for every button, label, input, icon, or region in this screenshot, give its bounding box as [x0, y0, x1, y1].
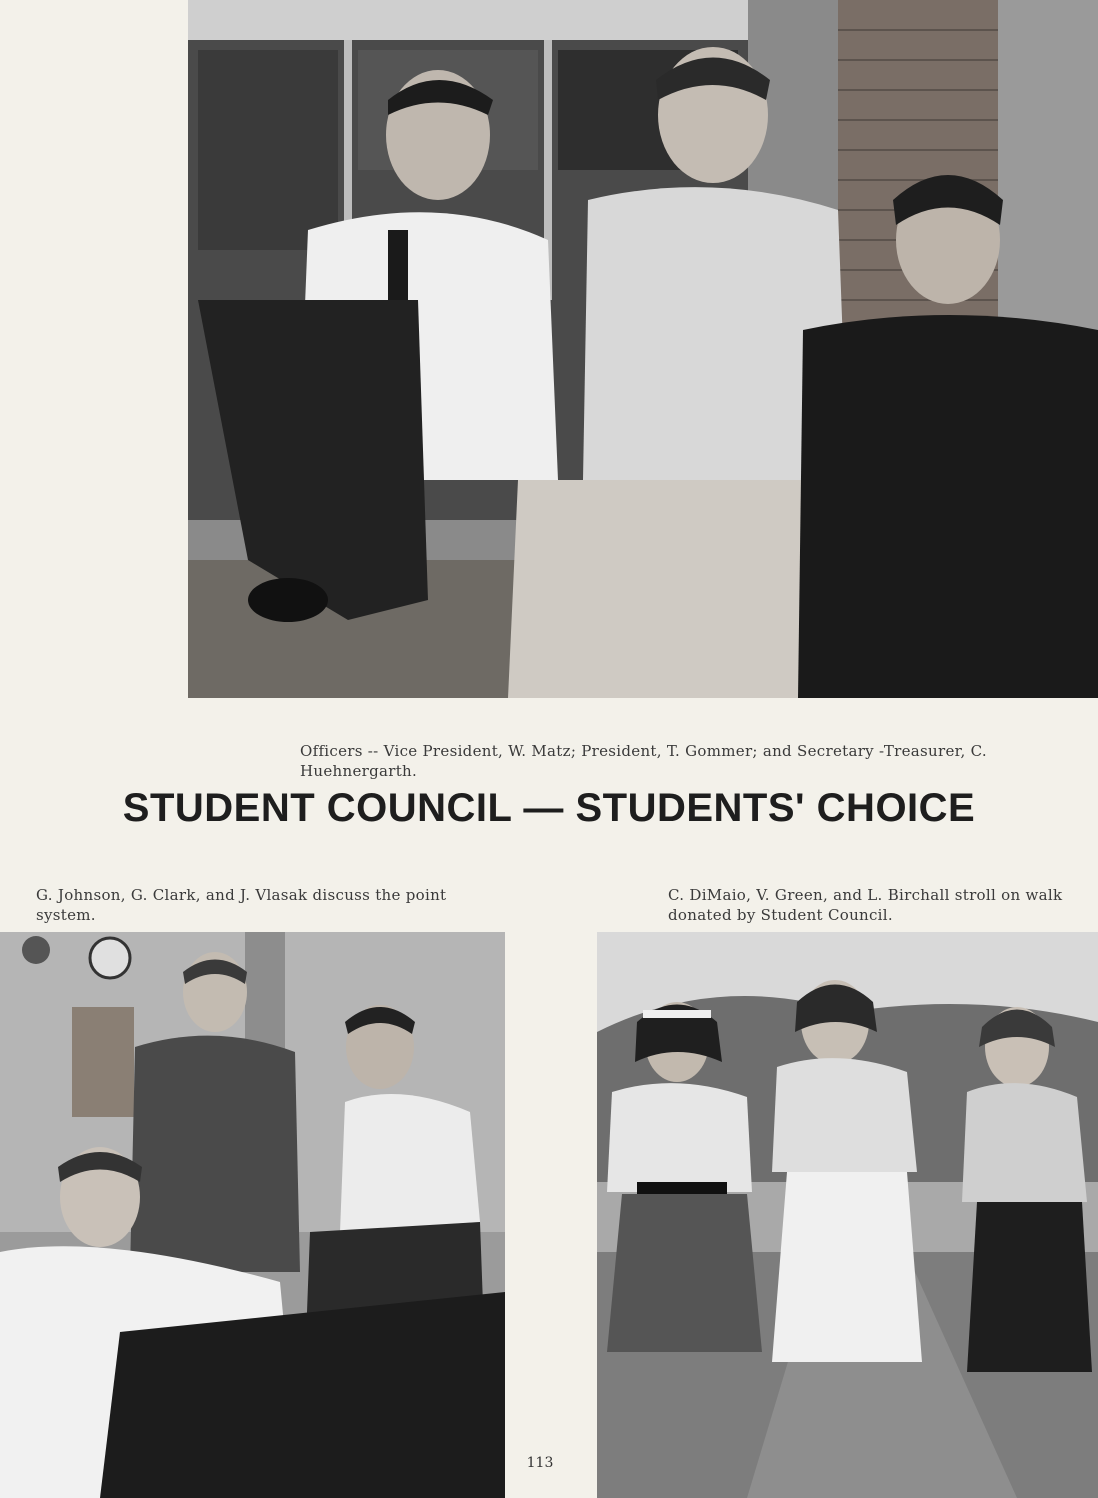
point-system-caption: G. Johnson, G. Clark, and J. Vlasak discuss the point system. [36, 886, 447, 924]
officers-caption: Officers -- Vice President, W. Matz; President, T. Gommer; and Secretary -Treasurer, C. Huehnergarth. [300, 742, 987, 780]
walk-photo [597, 932, 1098, 1498]
point-system-photo [0, 932, 505, 1498]
page-number: 113 [526, 1455, 554, 1471]
walk-caption: C. DiMaio, V. Green, and L. Birchall stroll on walk donated by Student Council. [668, 886, 1063, 924]
page-headline: STUDENT COUNCIL — STUDENTS' CHOICE [122, 786, 976, 830]
officers-photo [188, 0, 1098, 698]
